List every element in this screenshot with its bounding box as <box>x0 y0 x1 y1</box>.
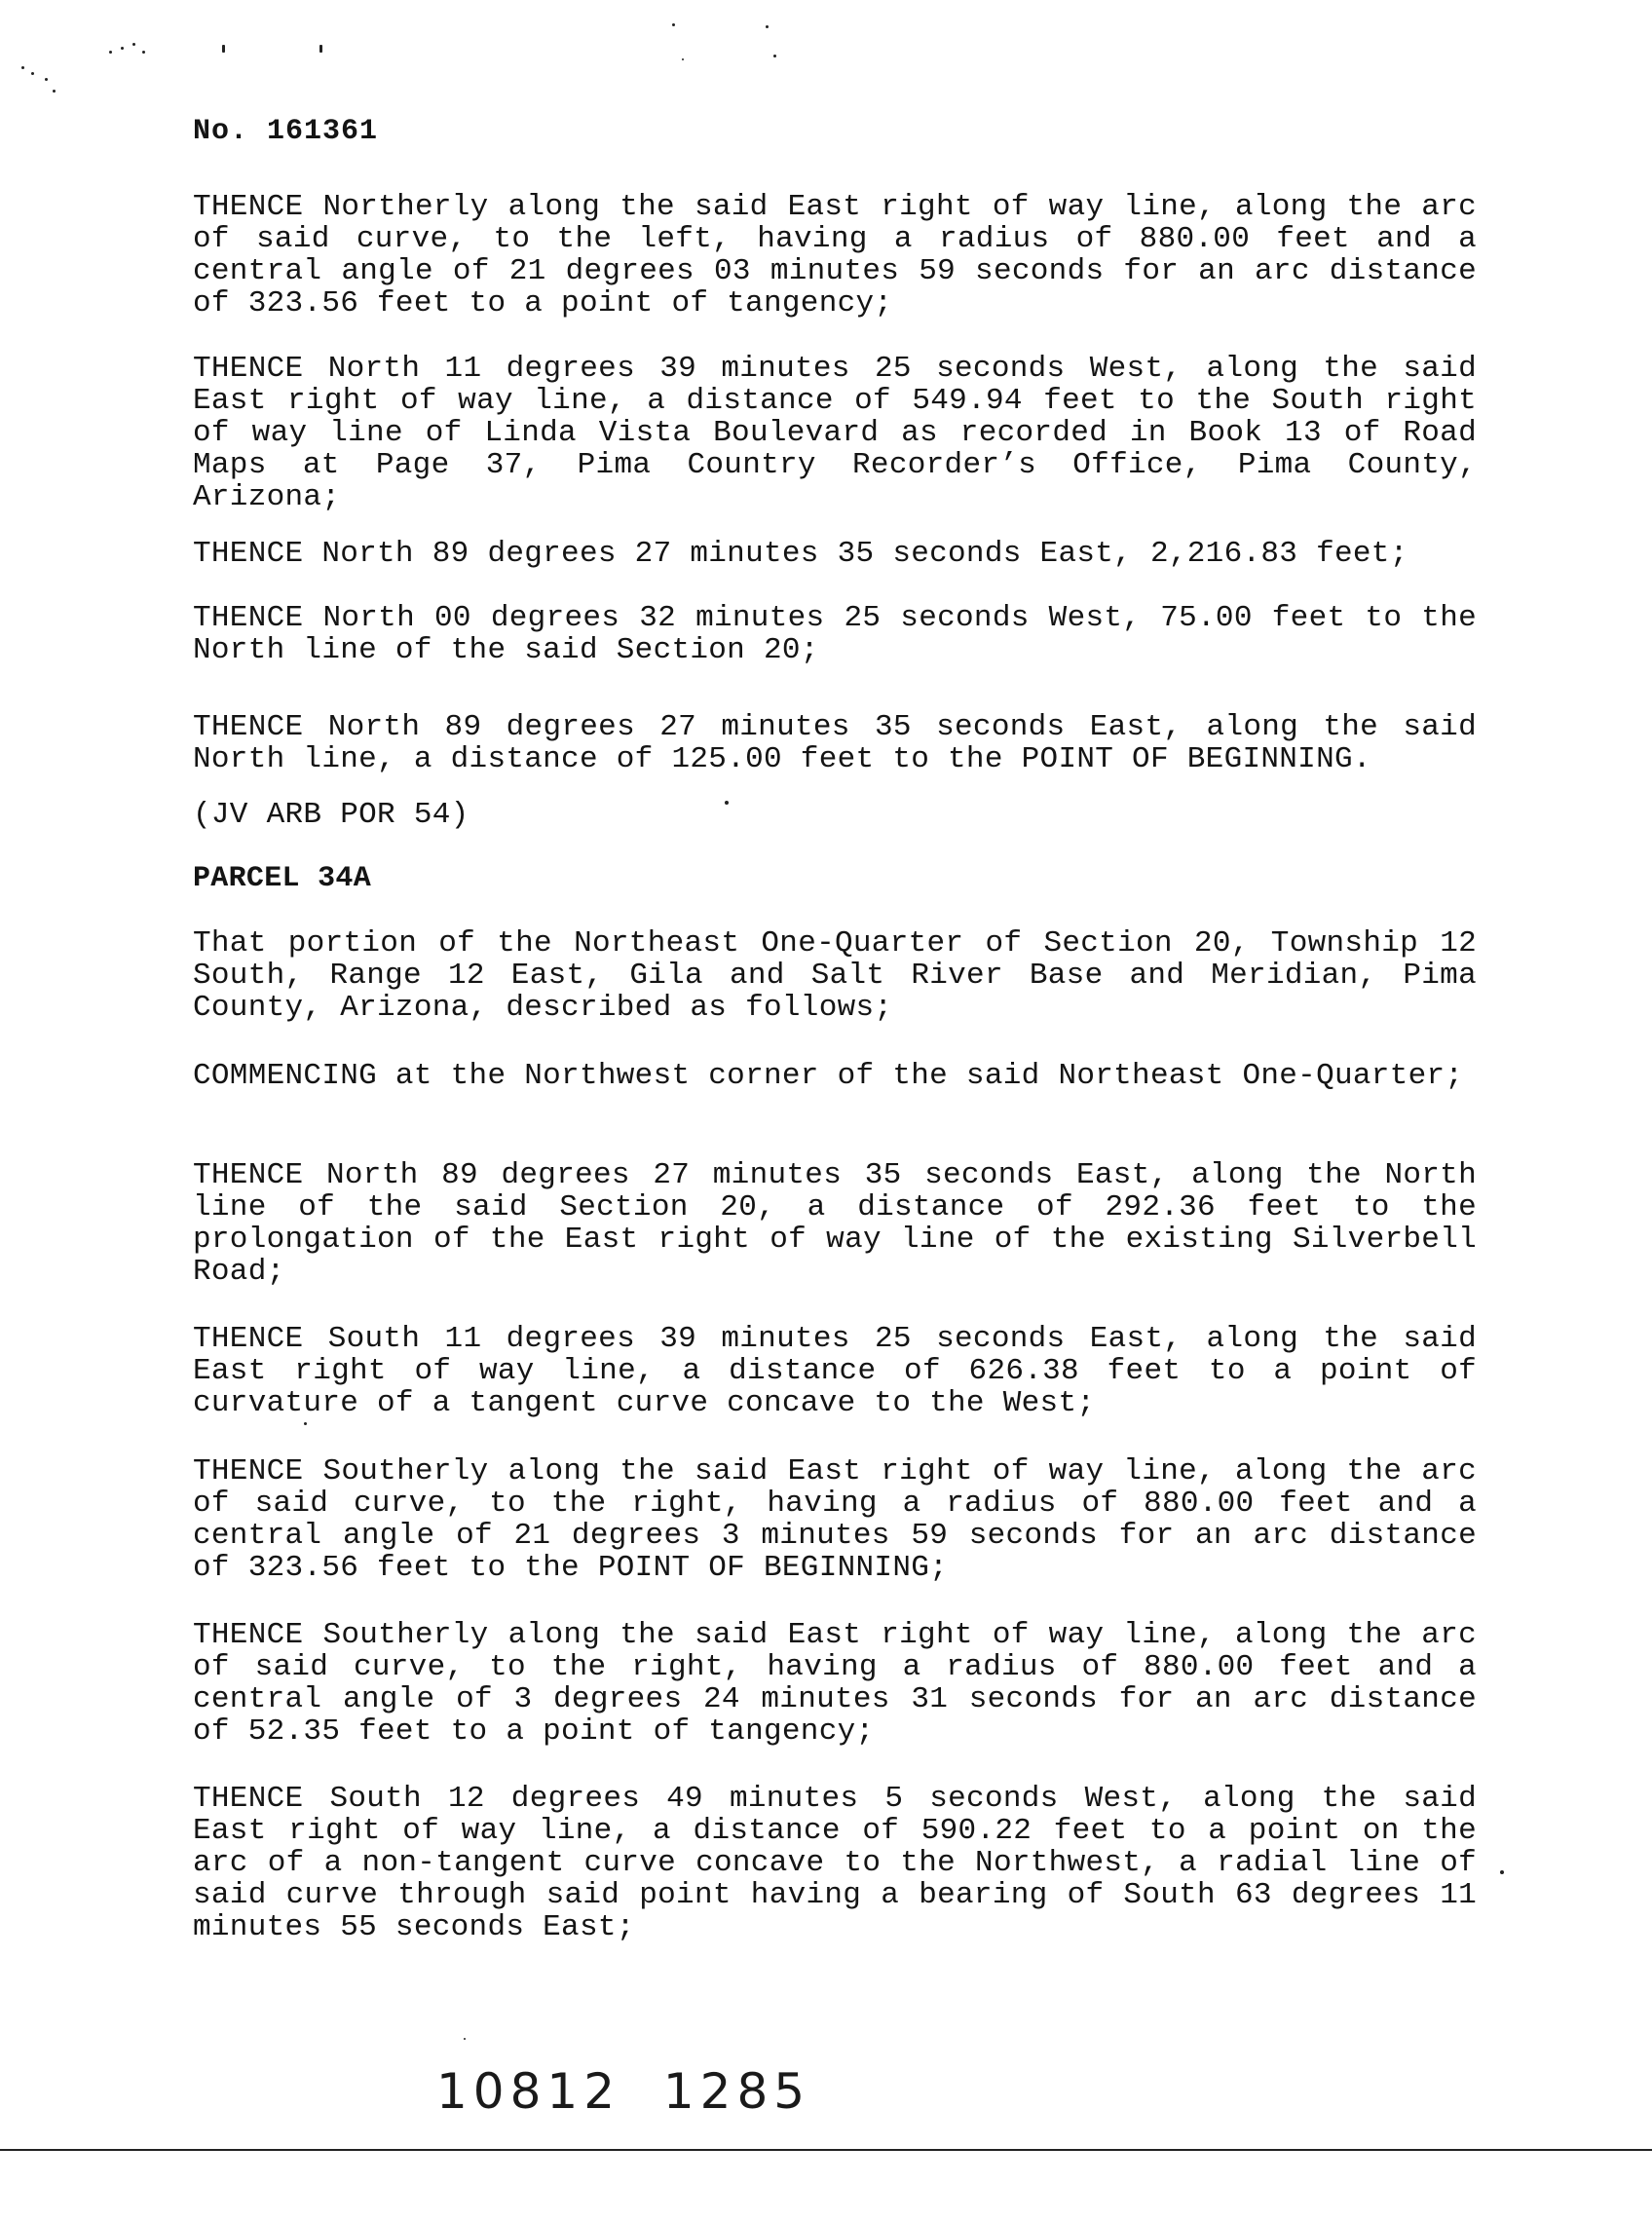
paragraph-point-of-beginning: THENCE North 89 degrees 27 minutes 35 seconds East, along the said North line, a distance of 125.00 feet to the POINT OF BEGINNING. <box>193 710 1477 776</box>
paragraph-thence-southerly-3-degrees: THENCE Southerly along the said East right of way line, along the arc of said curve, to the right, having a radius of 880.00 feet and a central angle of 3 degrees 24 minutes 31 seconds for an arc distance of 52.35 feet to a point of tangency; <box>193 1618 1477 1749</box>
paragraph-thence-north-11-degrees: THENCE North 11 degrees 39 minutes 25 seconds West, along the said East right of way line, a distance of 549.94 feet to the South right of way line of Linda Vista Boulevard as recorded in Book 13 of Road Maps at Page 37, Pima Country Recorder’s Office, Pima County, Arizona; <box>193 352 1477 514</box>
paragraph-commencing: COMMENCING at the Northwest corner of the said Northeast One-Quarter; <box>193 1059 1464 1093</box>
parcel-heading: PARCEL 34A <box>193 862 372 895</box>
paragraph-thence-south-12-degrees: THENCE South 12 degrees 49 minutes 5 seconds West, along the said East right of way line, a distance of 590.22 feet to a point on the arc of a non-tangent curve concave to the Northwest, a radial line of said curve through said point having a bearing of South 63 degrees 11 minutes 55 seconds East; <box>193 1782 1477 1944</box>
paragraph-thence-north-89-section-20: THENCE North 89 degrees 27 minutes 35 seconds East, along the North line of the said Section 20, a distance of 292.36 feet to the prolongation of the East right of way line of the existing Silverbell Road; <box>193 1158 1477 1289</box>
paragraph-parcel-description: That portion of the Northeast One-Quarter of Section 20, Township 12 South, Range 12 East, Gila and Salt River Base and Meridian, Pima County, Arizona, described as follows; <box>193 926 1477 1025</box>
paragraph-jv-reference: (JV ARB POR 54) <box>193 798 469 832</box>
paragraph-thence-north-89-degrees: THENCE North 89 degrees 27 minutes 35 seconds East, 2,216.83 feet; <box>193 537 1408 571</box>
paragraph-thence-southerly-21-degrees: THENCE Southerly along the said East right of way line, along the arc of said curve, to the right, having a radius of 880.00 feet and a central angle of 21 degrees 3 minutes 59 seconds for an arc distance of 323.56 feet to the POINT OF BEGINNING; <box>193 1454 1477 1585</box>
paragraph-thence-north-00-degrees: THENCE North 00 degrees 32 minutes 25 seconds West, 75.00 feet to the North line of the said Section 20; <box>193 601 1477 667</box>
paragraph-thence-northerly-arc: THENCE Northerly along the said East right of way line, along the arc of said curve, to the left, having a radius of 880.00 feet and a central angle of 21 degrees 03 minutes 59 seconds for an arc distance of 323.56 feet to a point of tangency; <box>193 190 1477 320</box>
document-number: No. 161361 <box>193 115 379 148</box>
recording-book-page-number: 10812 1285 <box>436 2063 811 2120</box>
page-bottom-rule <box>0 2149 1652 2151</box>
paragraph-thence-south-11-degrees: THENCE South 11 degrees 39 minutes 25 seconds East, along the said East right of way line, a distance of 626.38 feet to a point of curvature of a tangent curve concave to the West; <box>193 1322 1477 1420</box>
